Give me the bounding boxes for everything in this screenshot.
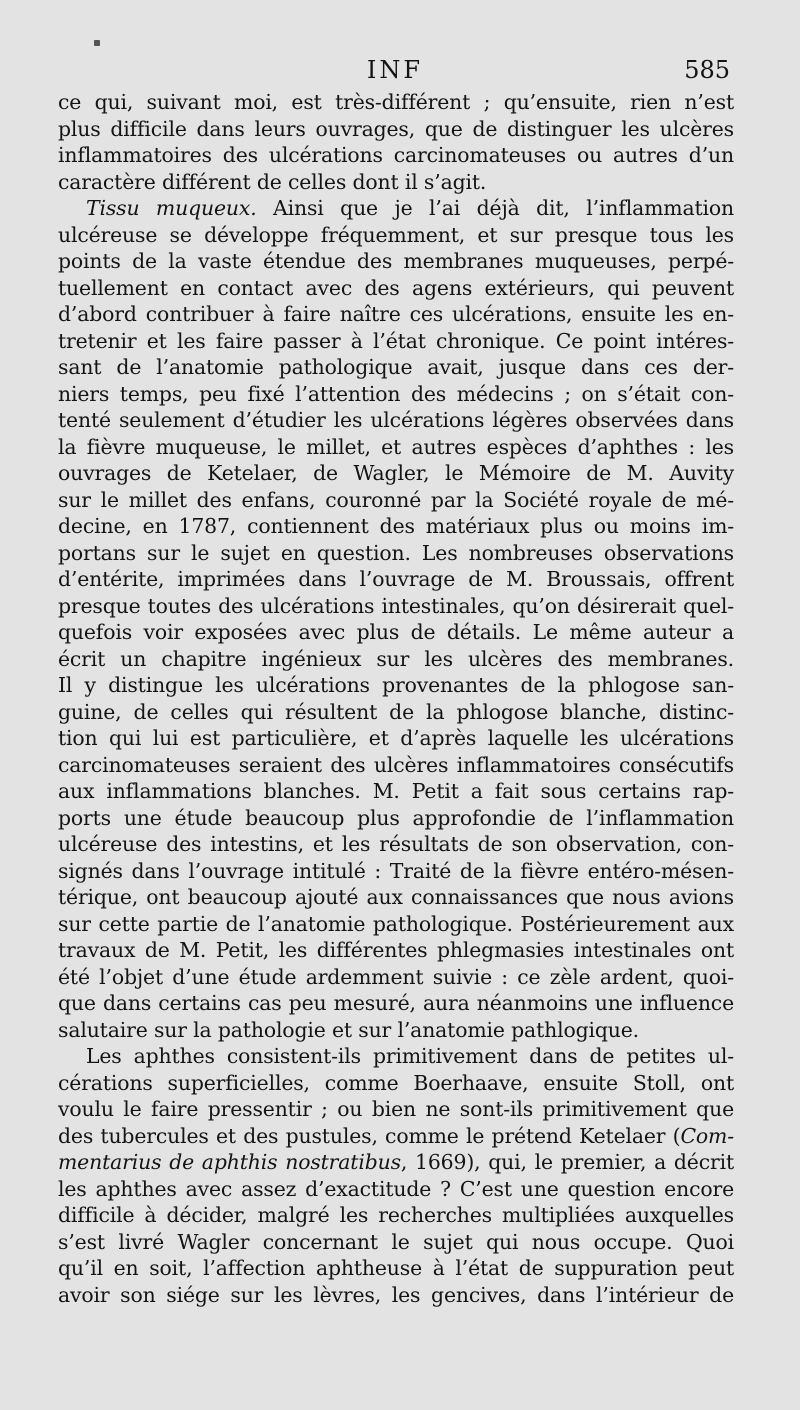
text-line: signés dans l’ouvrage intitulé : Traité de la fièvre entéro-mésen- — [58, 858, 734, 883]
text-line: tuellement en contact avec des agens extérieurs, qui peuvent — [58, 275, 734, 300]
paragraph-1 — [58, 89, 734, 195]
text-line: térique, ont beaucoup ajouté aux connaissances que nous avions — [58, 885, 734, 909]
text-span: Ainsi que je l’ai déjà dit, l’inflammation — [256, 196, 734, 220]
text-line — [58, 195, 734, 222]
text-line: aux inflammations blanches. M. Petit a fait sous certains rap- — [58, 779, 734, 803]
text-line: niers temps, peu fixé l’attention des médecins ; on s’était con- — [58, 381, 734, 406]
page-header — [60, 56, 730, 86]
paragraph-3 — [58, 1043, 734, 1308]
text-line: inflammatoires des ulcérations carcinomateuses ou autres d’un — [58, 143, 734, 167]
text-line: voulu le faire pressentir ; ou bien ne sont-ils primitivement que — [58, 1097, 734, 1121]
paragraph-2 — [58, 195, 734, 1043]
text-line: tion qui lui est particulière, et d’après laquelle les ulcérations — [58, 726, 734, 750]
text-line: les aphthes avec assez d’exactitude ? C’est une question encore — [58, 1176, 734, 1201]
text-line: decine, en 1787, contiennent des matériaux plus ou moins im- — [58, 514, 734, 538]
text-line — [58, 1123, 734, 1150]
text-line: cérations superficielles, comme Boerhaave, ensuite Stoll, ont — [58, 1070, 734, 1095]
text-line: caractère différent de celles dont il s’agit. — [58, 169, 487, 194]
text-line: sur le millet des enfans, couronné par la Société royale de mé- — [58, 487, 734, 512]
text-line: ulcéreuse se développe fréquemment, et sur presque tous les — [58, 222, 734, 247]
text-line: été l’objet d’une étude ardemment suivie : ce zèle ardent, quoi- — [58, 964, 734, 989]
text-line: guine, de celles qui résultent de la phlogose blanche, distinc- — [58, 699, 734, 724]
text-line: sur cette partie de l’anatomie pathologique. Postérieurement aux — [58, 911, 734, 936]
text-span: , 1669), qui, le premier, a décrit — [400, 1150, 734, 1174]
text-line — [58, 1149, 734, 1176]
text-line: Les aphthes consistent-ils primitivement dans de petites ul- — [86, 1044, 734, 1068]
text-line: que dans certains cas peu mesuré, aura néanmoins une influence — [58, 991, 734, 1015]
running-head: INF — [366, 56, 424, 84]
text-line: plus difficile dans leurs ouvrages, que de distinguer les ulcères — [58, 116, 734, 141]
text-line: ce qui, suivant moi, est très-différent ; qu’ensuite, rien n’est — [58, 90, 734, 114]
text-line: sant de l’anatomie pathologique avait, jusque dans ces der- — [58, 355, 734, 379]
citation-title: mentarius de aphthis nostratibus — [58, 1150, 401, 1174]
text-line: d’entérite, imprimées dans l’ouvrage de M. Broussais, offrent — [58, 567, 734, 591]
text-line: tenté seulement d’étudier les ulcérations légères observées dans — [58, 408, 734, 432]
text-line: carcinomateuses seraient des ulcères inflammatoires consécutifs — [58, 752, 734, 777]
text-line: tretenir et les faire passer à l’état chronique. Ce point intéres- — [58, 328, 734, 353]
text-line: salutaire sur la pathologie et sur l’anatomie pathlogique. — [58, 1017, 639, 1042]
text-line: difficile à décider, malgré les recherches multipliées auxquelles — [58, 1203, 734, 1227]
text-line: ouvrages de Ketelaer, de Wagler, le Mémoire de M. Auvity — [58, 461, 734, 485]
text-line: ulcéreuse des intestins, et les résultats de son observation, con- — [58, 832, 734, 856]
body-text — [58, 89, 734, 1308]
text-line: presque toutes des ulcérations intestinales, qu’on désirerait quel- — [58, 593, 734, 618]
text-line: points de la vaste étendue des membranes muqueuses, perpé- — [58, 249, 734, 273]
text-line: Il y distingue les ulcérations provenantes de la phlogose san- — [58, 673, 734, 697]
text-line: quefois voir exposées avec plus de détails. Le même auteur a — [58, 620, 734, 644]
text-line: la fièvre muqueuse, le millet, et autres espèces d’aphthes : les — [58, 434, 734, 459]
text-line: qu’il en soit, l’affection aphtheuse à l’état de suppuration peut — [58, 1256, 734, 1280]
page-number: 585 — [684, 56, 730, 84]
text-line: s’est livré Wagler concernant le sujet qui nous occupe. Quoi — [58, 1229, 734, 1254]
text-line: avoir son siége sur les lèvres, les gencives, dans l’intérieur de — [58, 1282, 734, 1307]
text-line: travaux de M. Petit, les différentes phlegmasies intestinales ont — [58, 938, 734, 962]
text-line: écrit un chapitre ingénieux sur les ulcères des membranes. — [58, 646, 734, 671]
text-line: portans sur le sujet en question. Les nombreuses observations — [58, 540, 734, 565]
text-span: des tubercules et des pustules, comme le prétend Ketelaer ( — [58, 1123, 681, 1148]
citation-title: Com- — [680, 1123, 734, 1148]
text-line: d’abord contribuer à faire naître ces ulcérations, ensuite les en- — [58, 302, 734, 326]
section-heading: Tissu muqueux. — [86, 196, 257, 220]
text-line: ports une étude beaucoup plus approfondie de l’inflammation — [58, 805, 734, 830]
print-mark — [94, 40, 100, 46]
